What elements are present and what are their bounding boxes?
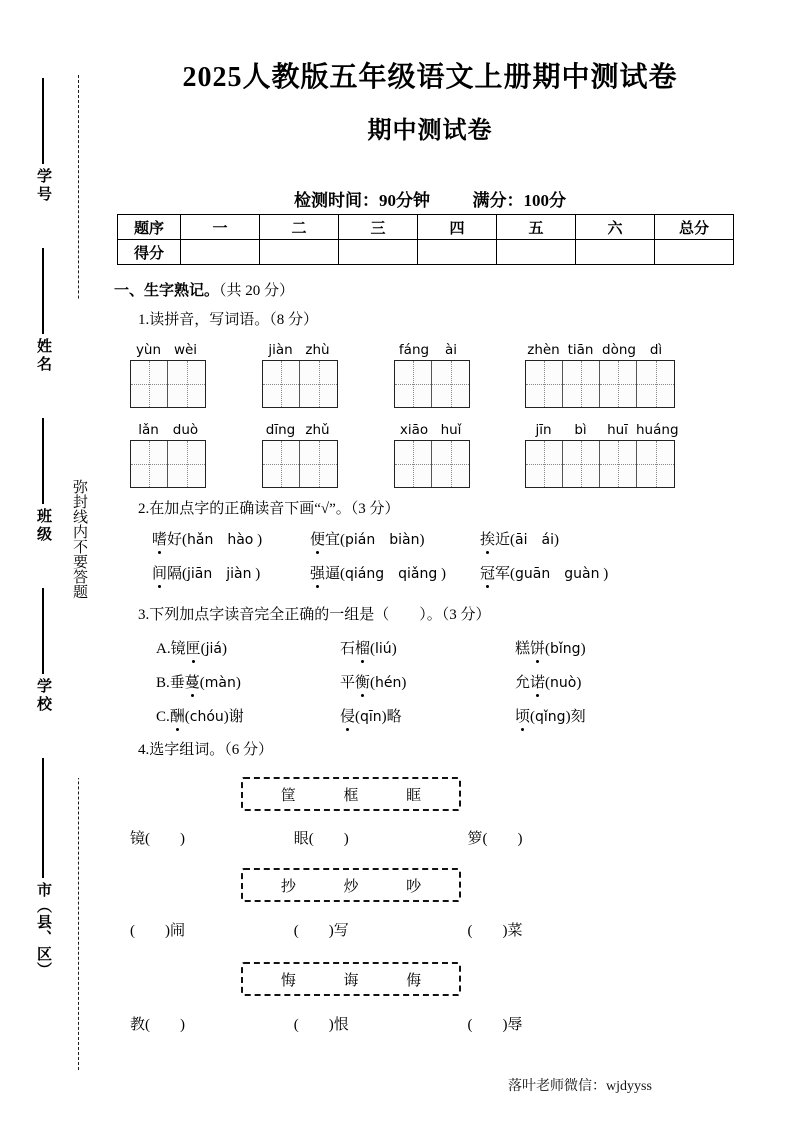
fill-slot[interactable]: ( )写 xyxy=(293,923,349,939)
pinyin-reading: màn xyxy=(204,675,236,691)
word-char: 宜 xyxy=(325,532,341,548)
dotted-char: 间 xyxy=(152,562,167,583)
score-col-1: 一 xyxy=(181,215,260,240)
tianzi-cell[interactable] xyxy=(637,441,674,487)
pinyin-options[interactable]: pián biàn xyxy=(345,532,420,548)
pinyin-syllable: zhǔ xyxy=(305,422,330,438)
pinyin-reading: nuò xyxy=(550,675,577,691)
q3-option-b-item2: 平衡(hén) xyxy=(340,671,406,692)
pinyin-group-dingzhu xyxy=(262,421,338,488)
word-char: 镜 xyxy=(170,641,186,657)
seal-field-xingming: 姓名 xyxy=(35,338,51,374)
seal-margin xyxy=(0,0,110,1122)
pinyin-syllable: zhèn xyxy=(527,342,560,358)
q2-item-qiangbi[interactable]: 强逼(qiáng qiǎng ) xyxy=(310,562,446,583)
q2-item-guanjun[interactable]: 冠军(guān guàn ) xyxy=(480,562,608,583)
q3-option-c-item2: 侵(qīn)略 xyxy=(340,705,402,726)
score-col-total: 总分 xyxy=(655,215,734,240)
pinyin-syllable: xiāo xyxy=(399,422,429,438)
section-one-heading xyxy=(114,279,294,300)
dotted-char: 饼 xyxy=(530,637,545,658)
pinyin-syllable: dòng xyxy=(602,342,636,358)
word-char: 糕 xyxy=(515,641,531,657)
dotted-char: 匣 xyxy=(186,637,201,658)
seal-rule xyxy=(42,78,44,164)
pinyin-group-fangai xyxy=(394,341,470,408)
bank-char[interactable]: 吵 xyxy=(406,878,422,895)
pinyin-reading: chóu xyxy=(189,709,224,725)
word-char: 略 xyxy=(386,709,402,725)
pinyin-syllable: bì xyxy=(574,422,587,438)
word-char: 垂 xyxy=(169,675,185,691)
word-char: 辱 xyxy=(507,1017,523,1033)
pinyin-labels xyxy=(130,421,206,440)
q2-item-aijin[interactable]: 挨近(āi ái) xyxy=(480,528,559,549)
dotted-char: 强 xyxy=(310,562,325,583)
score-col-6: 六 xyxy=(576,215,655,240)
seal-field-xuexiao: 学校 xyxy=(35,678,51,714)
word-char: 镜 xyxy=(130,831,146,847)
pinyin-syllable: fáng xyxy=(398,342,430,358)
tianzi-cell[interactable] xyxy=(600,441,637,487)
tianzi-cell[interactable] xyxy=(526,441,563,487)
pinyin-options[interactable]: jiān jiàn xyxy=(187,566,252,582)
word-char: 刻 xyxy=(570,709,586,725)
tianzi-cell[interactable] xyxy=(263,361,300,407)
tianzi-cell[interactable] xyxy=(395,361,432,407)
tianzi-cell[interactable] xyxy=(563,441,600,487)
question-4-title: 4.选字组词。（6 分） xyxy=(138,742,274,758)
pinyin-syllable: wèi xyxy=(173,342,198,358)
tianzi-cell[interactable] xyxy=(637,361,674,407)
pinyin-syllable: yùn xyxy=(135,342,162,358)
pinyin-labels xyxy=(394,341,470,360)
pinyin-labels xyxy=(262,341,338,360)
tianzi-cell[interactable] xyxy=(600,361,637,407)
pinyin-reading: qīn xyxy=(360,709,382,725)
pinyin-syllable: jiàn xyxy=(268,342,293,358)
dotted-char: 顷 xyxy=(515,705,530,726)
pinyin-group-jianzhu xyxy=(262,341,338,408)
fill-slot[interactable]: 教( ) xyxy=(130,1017,186,1033)
exam-meta xyxy=(110,186,750,211)
tianzi-cell[interactable] xyxy=(563,361,600,407)
seal-rule xyxy=(42,248,44,334)
seal-field-banji: 班级 xyxy=(35,508,51,544)
bank-char[interactable]: 眶 xyxy=(406,787,422,804)
pinyin-syllable: huáng xyxy=(636,422,679,438)
pinyin-syllable: tiān xyxy=(567,342,594,358)
bank-char[interactable]: 侮 xyxy=(406,972,422,989)
dotted-char: 榴 xyxy=(355,637,370,658)
word-char: 眼 xyxy=(293,831,309,847)
option-letter: A. xyxy=(156,641,171,657)
pinyin-reading: liú xyxy=(375,641,392,657)
word-char: 谢 xyxy=(228,709,244,725)
q4-answer-row-1 xyxy=(130,827,750,848)
pinyin-labels xyxy=(525,341,675,360)
pinyin-options[interactable]: hǎn hào xyxy=(187,532,254,548)
q3-option-c-label[interactable]: C.酬(chóu)谢 xyxy=(156,705,244,726)
tianzi-cell[interactable] xyxy=(131,361,168,407)
seal-notice-text: 弥封线内不要答题 xyxy=(62,300,96,778)
word-char: 隔 xyxy=(167,566,183,582)
pinyin-options[interactable]: qiáng qiǎng xyxy=(345,566,438,582)
score-col-3: 三 xyxy=(339,215,418,240)
pinyin-group-zhentiandongdi xyxy=(525,341,675,408)
fill-slot[interactable]: 镜( ) xyxy=(130,831,186,847)
word-char: 近 xyxy=(495,532,511,548)
seal-field-column xyxy=(26,0,60,1122)
q2-item-jiange[interactable]: 间隔(jiān jiàn ) xyxy=(152,562,260,583)
pinyin-labels xyxy=(130,341,206,360)
pinyin-syllable: huǐ xyxy=(440,422,462,438)
tianzi-grid[interactable] xyxy=(130,360,206,408)
dotted-char: 蔓 xyxy=(185,671,200,692)
pinyin-group-jinbihuihuang xyxy=(525,421,679,488)
option-letter: B. xyxy=(156,675,170,691)
pinyin-group-yunwei xyxy=(130,341,206,408)
tianzi-cell[interactable] xyxy=(526,361,563,407)
seal-rule xyxy=(42,588,44,674)
table-row-header xyxy=(118,215,734,240)
word-char: 写 xyxy=(333,923,349,939)
option-letter: C. xyxy=(156,709,170,725)
score-cell-5[interactable] xyxy=(497,240,576,265)
q3-option-b-label[interactable]: B.垂蔓(màn) xyxy=(156,671,241,692)
dotted-char: 酬 xyxy=(170,705,185,726)
score-table-row-label: 得分 xyxy=(118,240,181,265)
q4-answer-row-3 xyxy=(130,1013,750,1034)
tianzi-cell[interactable] xyxy=(395,441,432,487)
pinyin-group-landuo xyxy=(130,421,206,488)
fill-slot[interactable]: ( )菜 xyxy=(467,923,523,939)
pinyin-syllable: zhù xyxy=(305,342,330,358)
q3-option-a-item3: 糕饼(bǐng) xyxy=(515,637,586,658)
word-char: 闹 xyxy=(170,923,186,939)
dotted-char: 挨 xyxy=(480,528,495,549)
char-bank-group2 xyxy=(241,868,461,902)
pinyin-reading: qǐng xyxy=(535,709,566,725)
pinyin-syllable: duò xyxy=(172,422,199,438)
pinyin-reading: bǐng xyxy=(550,641,581,657)
fill-slot[interactable]: 眼( ) xyxy=(293,831,349,847)
pinyin-options[interactable]: guān guàn xyxy=(515,566,600,582)
score-cell-6[interactable] xyxy=(576,240,655,265)
dotted-char: 诺 xyxy=(530,671,545,692)
exam-duration-label: 检测时间：90分钟 xyxy=(294,191,430,210)
bank-char[interactable]: 抄 xyxy=(280,878,296,895)
fill-slot[interactable]: ( )恨 xyxy=(293,1017,349,1033)
seal-rule xyxy=(42,418,44,504)
score-table xyxy=(117,214,734,265)
paper-content xyxy=(110,0,791,1122)
tianzi-cell[interactable] xyxy=(168,441,205,487)
dotted-char: 侵 xyxy=(340,705,355,726)
section-one-points: （共 20 分） xyxy=(219,283,295,299)
score-col-2: 二 xyxy=(260,215,339,240)
bank-char[interactable]: 诲 xyxy=(343,972,359,989)
tianzi-grid[interactable] xyxy=(130,440,206,488)
seal-notice-column xyxy=(62,0,96,1122)
tianzi-grid[interactable] xyxy=(394,360,470,408)
char-bank-group1 xyxy=(241,777,461,811)
pinyin-syllable: lǎn xyxy=(138,422,159,438)
pinyin-labels xyxy=(525,421,679,440)
seal-rule xyxy=(42,758,44,878)
fill-slot[interactable]: ( )闹 xyxy=(130,923,186,939)
char-bank-group3 xyxy=(241,962,461,996)
pinyin-labels xyxy=(262,421,338,440)
tianzi-cell[interactable] xyxy=(263,441,300,487)
tianzi-grid[interactable] xyxy=(262,360,338,408)
question-1-title: 1.读拼音，写词语。（8 分） xyxy=(138,312,319,328)
score-table-row-label: 题序 xyxy=(118,215,181,240)
word-char: 箩 xyxy=(467,831,483,847)
dotted-char: 冠 xyxy=(480,562,495,583)
dotted-char: 衡 xyxy=(355,671,370,692)
bank-char[interactable]: 筐 xyxy=(280,787,296,804)
score-cell-2[interactable] xyxy=(260,240,339,265)
q2-item-pianyi[interactable]: 便宜(pián biàn) xyxy=(310,528,425,549)
fill-slot[interactable]: 箩( ) xyxy=(467,831,523,847)
word-char: 军 xyxy=(495,566,511,582)
word-char: 逼 xyxy=(325,566,341,582)
q3-option-c-item3: 顷(qǐng)刻 xyxy=(515,705,586,726)
score-col-5: 五 xyxy=(497,215,576,240)
tianzi-cell[interactable] xyxy=(168,361,205,407)
question-3-title: 3.下列加点字读音完全正确的一组是（ ）。（3 分） xyxy=(138,607,491,623)
page-subtitle: 期中测试卷 xyxy=(367,118,493,144)
q3-option-a-label[interactable]: A.镜匣(jiá) xyxy=(156,637,227,658)
score-cell-3[interactable] xyxy=(339,240,418,265)
tianzi-grid[interactable] xyxy=(525,360,675,408)
exam-total-score-label: 满分：100分 xyxy=(472,191,566,210)
tianzi-grid[interactable] xyxy=(262,440,338,488)
pinyin-syllable: jīn xyxy=(535,422,552,438)
page-title: 2025人教版五年级语文上册期中测试卷 xyxy=(182,62,678,93)
pinyin-syllable: ài xyxy=(444,342,458,358)
pinyin-group-xiaohui xyxy=(394,421,470,488)
pinyin-reading: hén xyxy=(375,675,402,691)
word-char: 允 xyxy=(515,675,531,691)
footer-watermark: 落叶老师微信：wjdyyss xyxy=(508,1079,652,1094)
word-char: 教 xyxy=(130,1017,146,1033)
pinyin-reading: jiá xyxy=(205,641,222,657)
section-one-title: 一、生字熟记。 xyxy=(114,283,220,299)
q2-item-shihao[interactable]: 嗜好(hǎn hào ) xyxy=(152,528,262,549)
word-char: 菜 xyxy=(507,923,523,939)
tianzi-cell[interactable] xyxy=(300,361,337,407)
fill-slot[interactable]: ( )辱 xyxy=(467,1017,523,1033)
word-char: 平 xyxy=(340,675,356,691)
word-char: 恨 xyxy=(333,1017,349,1033)
score-col-4: 四 xyxy=(418,215,497,240)
pinyin-syllable: huī xyxy=(607,422,628,438)
pinyin-syllable: dīng xyxy=(265,422,296,438)
bank-char[interactable]: 炒 xyxy=(343,878,359,895)
word-char: 好 xyxy=(167,532,183,548)
score-cell-1[interactable] xyxy=(181,240,260,265)
pinyin-options[interactable]: āi ái xyxy=(515,532,554,548)
dotted-char: 便 xyxy=(310,528,325,549)
tianzi-cell[interactable] xyxy=(432,441,469,487)
dotted-char: 嗜 xyxy=(152,528,167,549)
bank-char[interactable]: 框 xyxy=(343,787,359,804)
score-cell-total[interactable] xyxy=(655,240,734,265)
tianzi-grid[interactable] xyxy=(394,440,470,488)
tianzi-cell[interactable] xyxy=(432,361,469,407)
seal-field-xuehao: 学号 xyxy=(35,168,51,204)
tianzi-cell[interactable] xyxy=(300,441,337,487)
bank-char[interactable]: 悔 xyxy=(280,972,296,989)
pinyin-syllable: dì xyxy=(649,342,663,358)
pinyin-labels xyxy=(394,421,470,440)
tianzi-cell[interactable] xyxy=(131,441,168,487)
score-cell-4[interactable] xyxy=(418,240,497,265)
q3-option-a-item2: 石榴(liú) xyxy=(340,637,397,658)
seal-field-shixianqu: 市（县、区） xyxy=(35,882,51,978)
tianzi-grid[interactable] xyxy=(525,440,675,488)
word-char: 石 xyxy=(340,641,356,657)
table-row-scores xyxy=(118,240,734,265)
q3-option-b-item3: 允诺(nuò) xyxy=(515,671,581,692)
question-2-title: 2.在加点字的正确读音下画“√”。（3 分） xyxy=(138,501,400,517)
q4-answer-row-2 xyxy=(130,919,750,940)
